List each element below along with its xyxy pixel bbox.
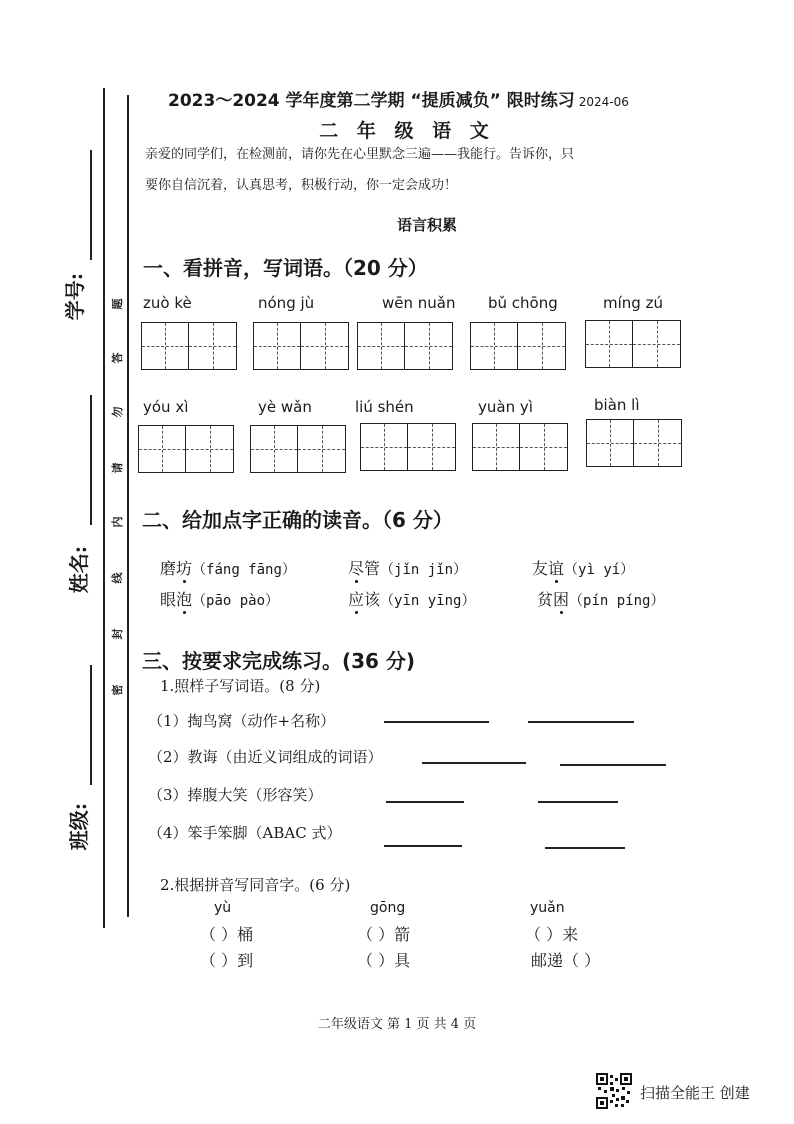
question-item: （3）捧腹大笑（形容笑） [148, 786, 323, 804]
seal-char: 线 [111, 572, 124, 584]
section-3-heading: 三、按要求完成练习。(36 分) [142, 649, 416, 673]
question-item: （2）教诲（由近义词组成的词语） [148, 748, 383, 766]
word-char: 贫 [537, 590, 554, 609]
word-char: 磨 [160, 559, 177, 578]
seal-char: 内 [111, 516, 124, 528]
seal-char: 答 [111, 352, 124, 364]
answer-blank[interactable] [384, 721, 489, 723]
question-1-title: 1.照样子写词语。(8 分) [160, 677, 321, 695]
writing-grid[interactable] [357, 322, 453, 370]
dotted-char: 尽 [348, 559, 365, 578]
writing-grid[interactable] [470, 322, 566, 370]
answer-blank[interactable] [386, 801, 464, 803]
class-label: 班级: [67, 802, 92, 851]
pinyin-prompt: yóu xì [143, 398, 189, 416]
exam-title [168, 86, 629, 111]
pinyin-prompt: yè wǎn [258, 398, 312, 416]
pinyin-prompt: zuò kè [143, 294, 192, 312]
word-char: 该 [364, 590, 381, 609]
homophone-blank[interactable]: 邮递（ ） [531, 951, 601, 970]
reading-item [348, 587, 475, 610]
intro-line: 要你自信沉着，认真思考，积极行动，你一定会成功！ [145, 178, 458, 193]
name-field[interactable] [90, 395, 92, 525]
pinyin-choices[interactable]: （yì yí） [564, 562, 635, 578]
dotted-char: 困 [553, 590, 570, 609]
writing-grid[interactable] [141, 322, 237, 370]
pinyin-prompt: nóng jù [258, 294, 315, 312]
writing-grid[interactable] [585, 320, 681, 368]
reading-item [537, 587, 664, 610]
homophone-blank[interactable]: （ ）桶 [200, 925, 254, 944]
writing-grid[interactable] [250, 425, 346, 473]
pinyin-choices[interactable]: （pín píng） [569, 593, 665, 609]
student-id-field[interactable] [90, 150, 92, 260]
subject-title: 二 年 级 语 文 [319, 120, 495, 142]
answer-blank[interactable] [538, 801, 618, 803]
writing-grid[interactable] [586, 419, 682, 467]
writing-grid[interactable] [360, 423, 456, 471]
question-item: （4）笨手笨脚（ABAC 式） [148, 824, 342, 842]
word-char: 友 [532, 559, 549, 578]
pinyin-choices[interactable]: （fáng fāng） [192, 562, 296, 578]
section-1-heading: 一、看拼音，写词语。（20 分） [143, 256, 428, 280]
homophone-pinyin: yuǎn [530, 900, 565, 916]
pinyin-prompt: bǔ chōng [488, 294, 558, 312]
word-char: 管 [364, 559, 381, 578]
exam-title-text: 2023～2024 学年度第二学期 “提质减负” 限时练习 [168, 91, 575, 111]
answer-blank[interactable] [560, 764, 666, 766]
section-2-heading: 二、给加点字正确的读音。（6 分） [142, 508, 453, 532]
pinyin-prompt: yuàn yì [478, 398, 533, 416]
reading-item [348, 556, 467, 579]
qr-code-icon [596, 1073, 632, 1109]
writing-grid[interactable] [472, 423, 568, 471]
seal-char: 勿 [111, 406, 124, 418]
answer-blank[interactable] [384, 845, 462, 847]
dotted-char: 泡 [176, 590, 193, 609]
dotted-char: 坊 [176, 559, 193, 578]
intro-line: 亲爱的同学们，在检测前，请你先在心里默念三遍——我能行。告诉你，只 [145, 147, 575, 162]
answer-blank[interactable] [545, 847, 625, 849]
homophone-pinyin: gōng [370, 900, 406, 916]
seal-char: 题 [111, 298, 124, 310]
answer-blank[interactable] [422, 762, 526, 764]
question-item: （1）掏鸟窝（动作+名称） [148, 712, 336, 730]
writing-grid[interactable] [138, 425, 234, 473]
homophone-blank[interactable]: （ ）具 [357, 951, 411, 970]
pinyin-prompt: wēn nuǎn [382, 294, 456, 312]
exam-date: 2024-06 [578, 95, 629, 109]
seal-char: 封 [111, 628, 124, 640]
word-char: 眼 [160, 590, 177, 609]
pinyin-choices[interactable]: （yīn yīng） [380, 593, 476, 609]
pinyin-prompt: liú shén [355, 398, 414, 416]
homophone-pinyin: yù [214, 900, 232, 916]
dotted-char: 应 [348, 590, 365, 609]
pinyin-prompt: biàn lì [594, 396, 640, 414]
pinyin-choices[interactable]: （pāo pào） [192, 593, 280, 609]
homophone-blank[interactable]: （ ）来 [525, 925, 579, 944]
reading-item [532, 556, 634, 579]
page-footer: 二年级语文 第 1 页 共 4 页 [317, 1017, 477, 1032]
class-field[interactable] [90, 665, 92, 785]
question-2-title: 2.根据拼音写同音字。(6 分) [160, 876, 351, 894]
pinyin-choices[interactable]: （jǐn jǐn） [380, 562, 468, 578]
pinyin-prompt: míng zú [603, 294, 663, 312]
reading-item [160, 556, 296, 579]
section-label: 语言积累 [396, 216, 457, 234]
homophone-blank[interactable]: （ ）箭 [357, 925, 411, 944]
homophone-blank[interactable]: （ ）到 [200, 951, 254, 970]
scanner-brand: 扫描全能王 创建 [640, 1084, 750, 1102]
seal-char: 密 [111, 684, 124, 696]
dotted-char: 谊 [548, 559, 565, 578]
reading-item [160, 587, 279, 610]
student-id-label: 学号: [63, 272, 88, 321]
name-label: 姓名: [67, 545, 92, 594]
answer-blank[interactable] [528, 721, 634, 723]
writing-grid[interactable] [253, 322, 349, 370]
seal-char: 请 [111, 462, 124, 474]
